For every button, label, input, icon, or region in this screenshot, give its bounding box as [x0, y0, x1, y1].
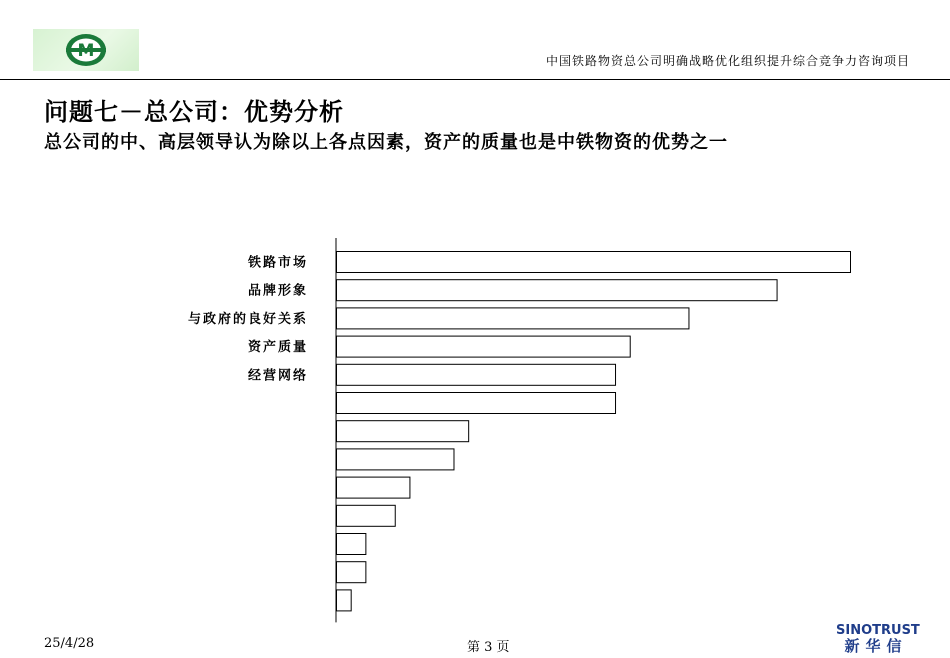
- bar-12: [337, 590, 352, 611]
- bar-1: [337, 280, 778, 301]
- sinotrust-logo: [836, 623, 920, 655]
- category-label-1: 品牌形象: [247, 283, 308, 299]
- bar-8: [337, 477, 410, 498]
- bar-10: [337, 534, 366, 555]
- bar-0: [337, 252, 851, 273]
- bar-6: [337, 421, 469, 442]
- bar-4: [337, 364, 616, 385]
- bar-11: [337, 562, 366, 583]
- page-title: 问题七－总公司：优势分析: [44, 98, 344, 126]
- category-label-2: 与政府的良好关系: [187, 311, 308, 327]
- category-label-4: 经营网络: [247, 368, 308, 384]
- bar-5: [337, 393, 616, 414]
- brand-name-en: SINOTRUST: [836, 623, 920, 638]
- brand-name-cn: 新华信: [844, 637, 908, 655]
- bar-2: [337, 308, 689, 329]
- footer-date: 25/4/28: [44, 636, 95, 651]
- bar-9: [337, 505, 396, 526]
- project-title: 中国铁路物资总公司明确战略优化组织提升综合竞争力咨询项目: [545, 54, 910, 68]
- page-number: 第 3 页: [467, 640, 510, 655]
- bar-3: [337, 336, 631, 357]
- category-label-0: 铁路市场: [247, 255, 308, 271]
- bar-7: [337, 449, 454, 470]
- logo-letter: M: [77, 41, 95, 61]
- category-label-3: 资产质量: [247, 340, 308, 356]
- page-subtitle: 总公司的中、高层领导认为除以上各点因素，资产的质量也是中铁物资的优势之一: [44, 132, 728, 153]
